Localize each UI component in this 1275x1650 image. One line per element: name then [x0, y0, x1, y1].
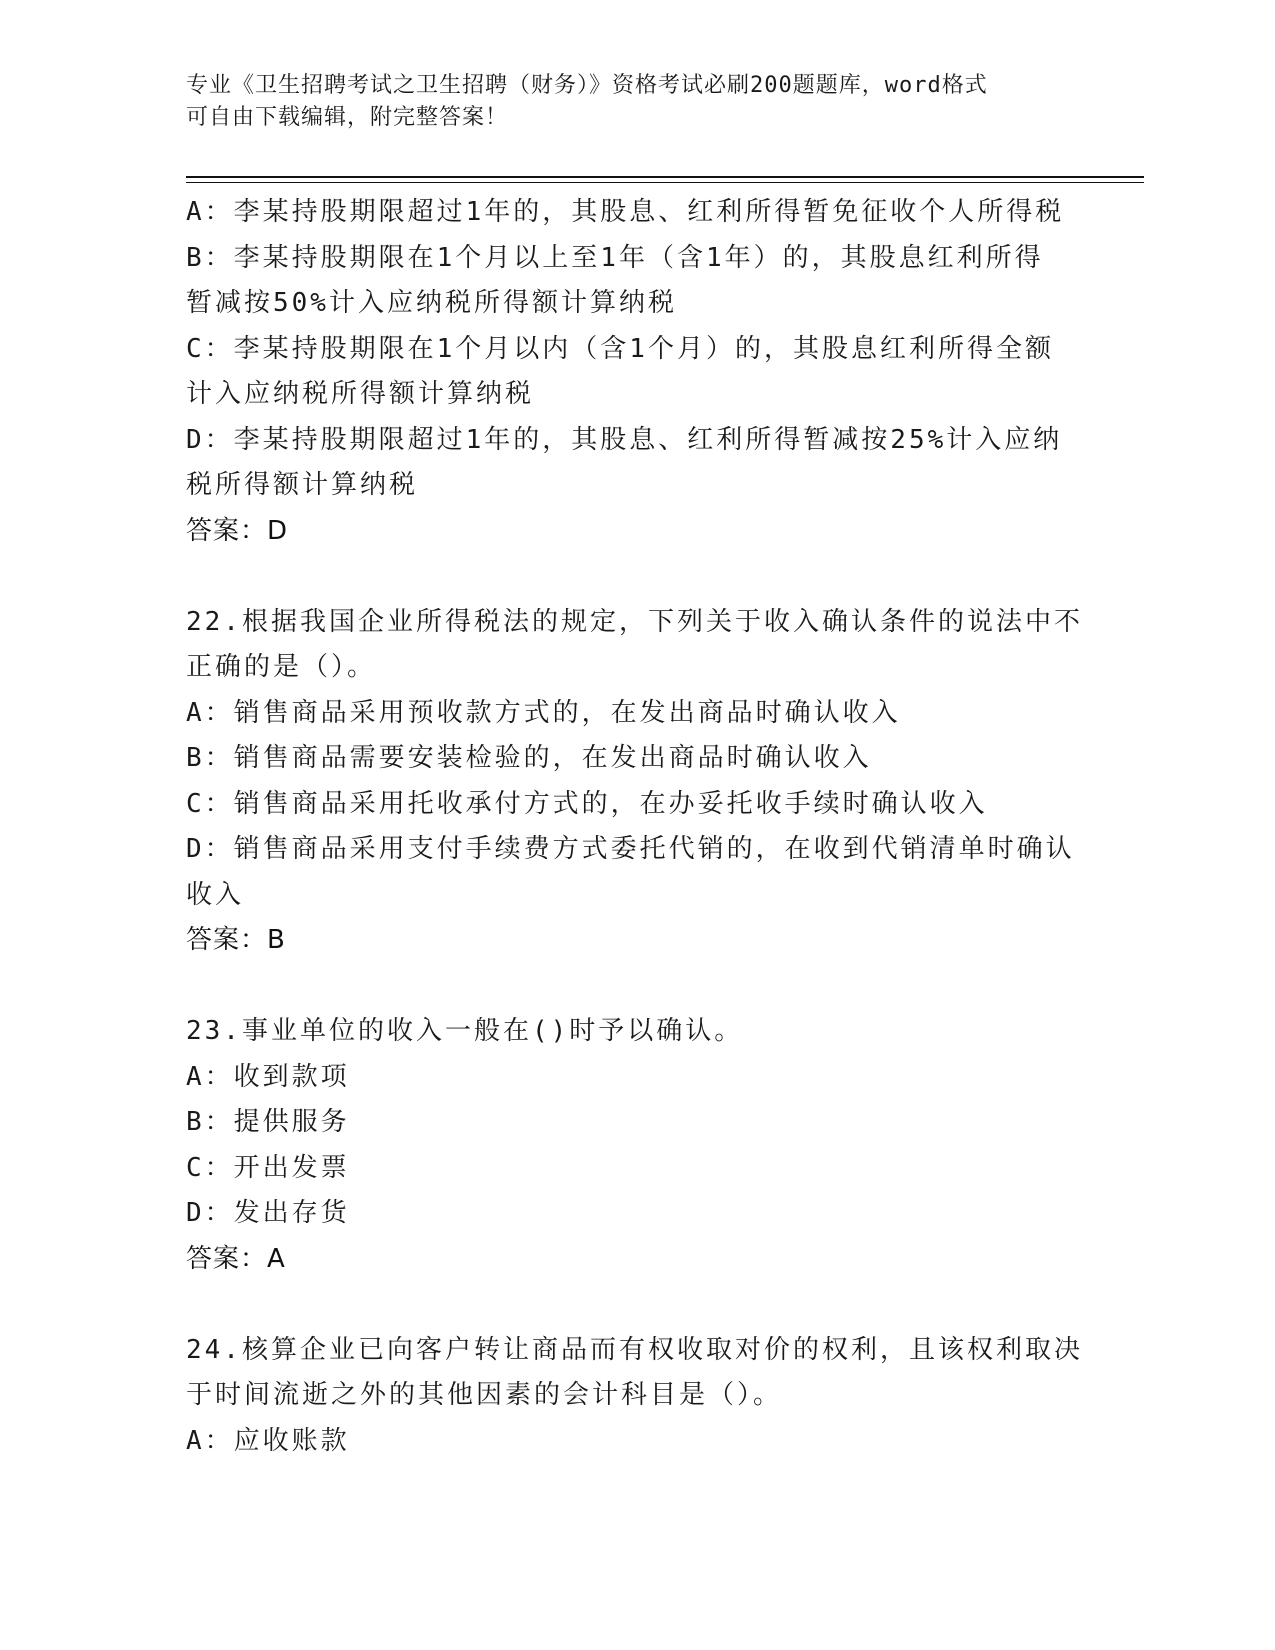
spacer: [186, 554, 1086, 600]
option-b: B：销售商品需要安装检验的，在发出商品时确认收入: [186, 743, 872, 773]
question-stem: 24.核算企业已向客户转让商品而有权收取对价的权利，且该权利取决: [186, 1334, 1083, 1365]
question-24: [186, 1328, 1086, 1465]
option-b: B：李某持股期限在1个月以上至1年（含1年）的，其股息红利所得: [186, 242, 1044, 273]
option-b: B：提供服务: [186, 1107, 350, 1137]
header-divider-thick: [186, 176, 1144, 178]
option-a: A：收到款项: [186, 1061, 350, 1092]
spacer: [186, 964, 1086, 1010]
question-stem: 23.事业单位的收入一般在()时予以确认。: [186, 1016, 744, 1046]
option-d: D：李某持股期限超过1年的，其股息、红利所得暂减按25%计入应纳: [186, 424, 1063, 455]
option-c: C：李某持股期限在1个月以内（含1个月）的，其股息红利所得全额: [186, 333, 1054, 364]
option-c: C：开出发票: [186, 1152, 350, 1183]
option-b-cont: 暂减按50%计入应纳税所得额计算纳税: [186, 288, 677, 318]
option-a: A：应收账款: [186, 1425, 350, 1456]
answer: 答案：D: [186, 515, 289, 546]
question-23: [186, 1009, 1086, 1282]
option-d: D：销售商品采用支付手续费方式委托代销的，在收到代销清单时确认: [186, 834, 1075, 864]
question-stem-cont: 于时间流逝之外的其他因素的会计科目是（）。: [186, 1380, 783, 1410]
option-d-cont: 收入: [186, 879, 245, 910]
question-22: [186, 600, 1086, 964]
answer: 答案：A: [186, 1243, 286, 1274]
spacer: [186, 1282, 1086, 1328]
header-line-2: 可自由下载编辑，附完整答案！: [186, 105, 509, 130]
option-a: A：李某持股期限超过1年的，其股息、红利所得暂免征收个人所得税: [186, 197, 1065, 227]
header-divider-thin: [186, 182, 1144, 183]
question-21: [186, 190, 1086, 554]
option-c-cont: 计入应纳税所得额计算纳税: [186, 379, 535, 409]
question-stem-cont: 正确的是（）。: [186, 652, 377, 682]
option-d-cont: 税所得额计算纳税: [186, 470, 419, 500]
answer: 答案：B: [186, 925, 286, 955]
option-a: A：销售商品采用预收款方式的，在发出商品时确认收入: [186, 697, 901, 728]
question-content: [186, 190, 1086, 1464]
document-header: [186, 70, 1066, 134]
option-d: D：发出存货: [186, 1198, 350, 1228]
question-stem: 22.根据我国企业所得税法的规定，下列关于收入确认条件的说法中不: [186, 606, 1083, 637]
option-c: C：销售商品采用托收承付方式的，在办妥托收手续时确认收入: [186, 788, 988, 819]
header-line-1: 专业《卫生招聘考试之卫生招聘（财务）》资格考试必刷200题题库，word格式: [186, 73, 988, 98]
